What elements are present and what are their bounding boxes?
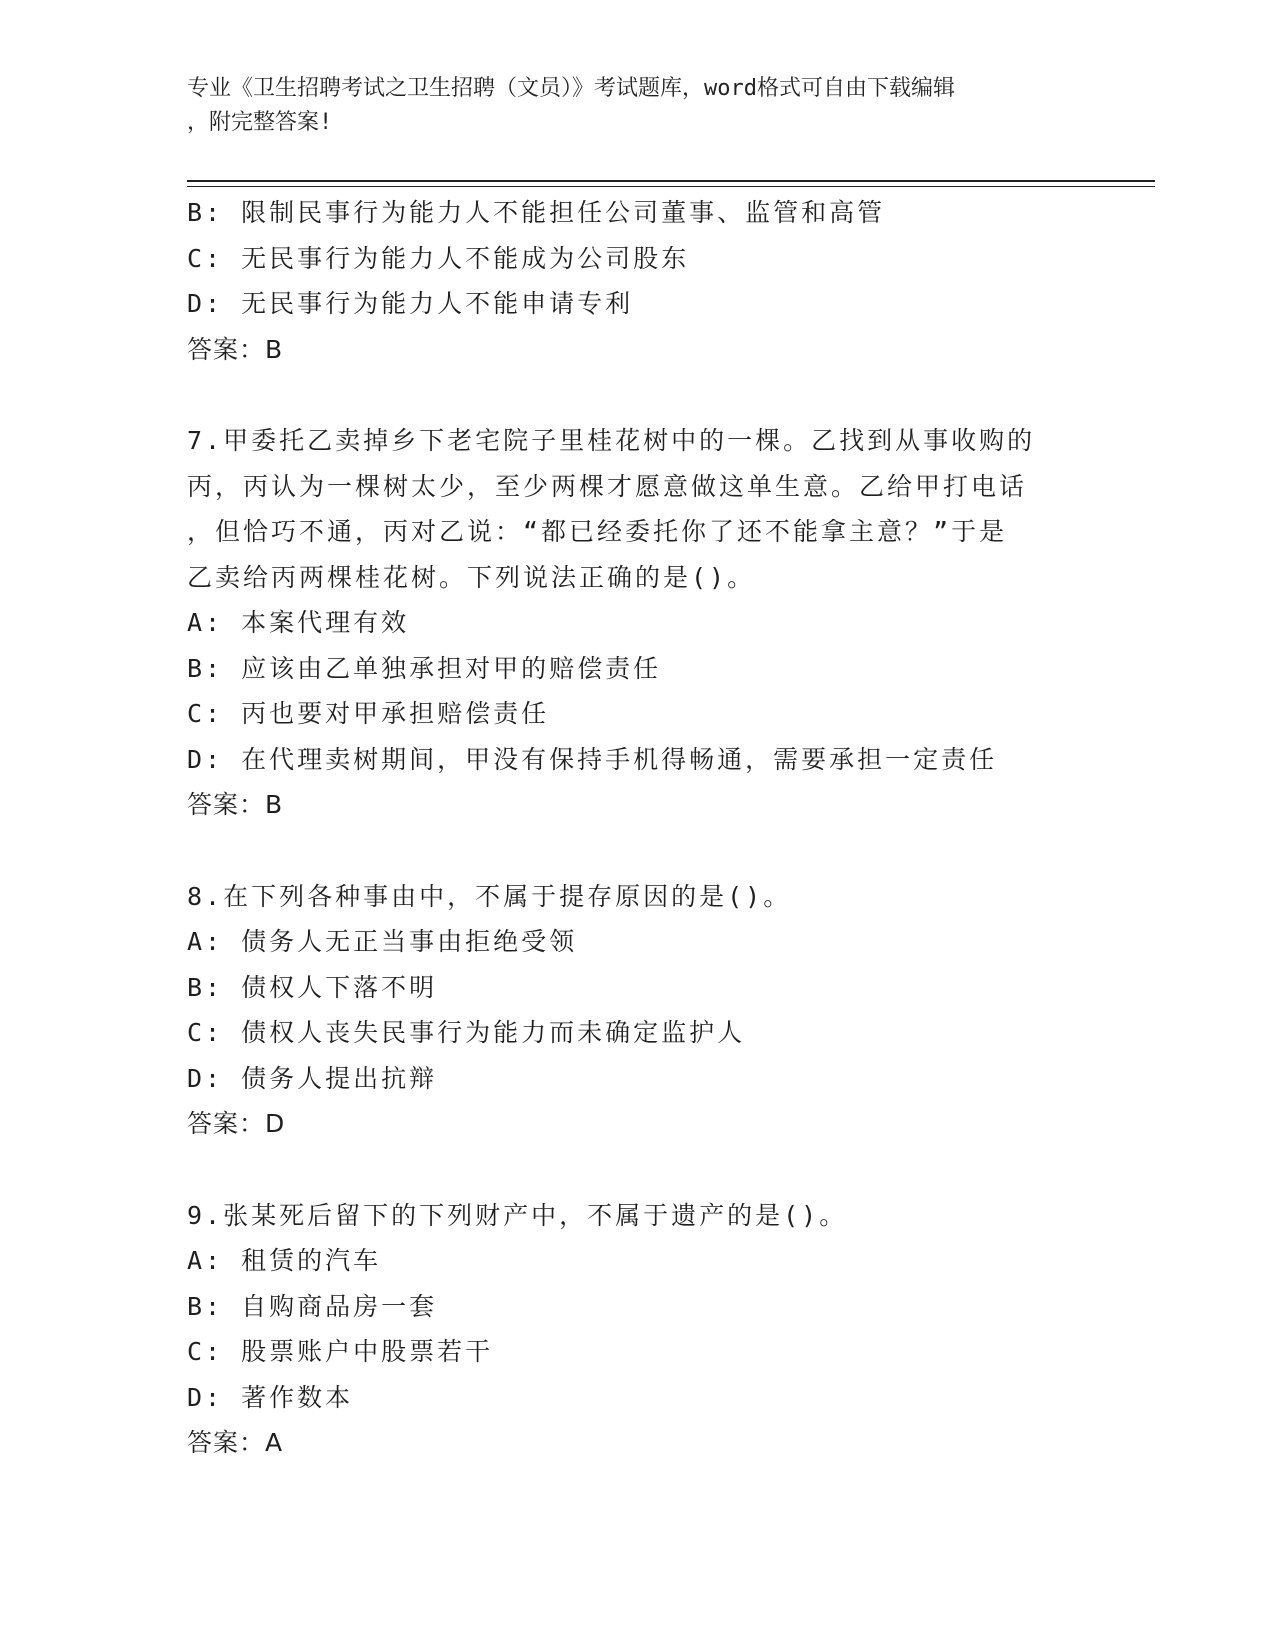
- question-text-line: 8.在下列各种事由中，不属于提存原因的是()。: [187, 881, 792, 911]
- header-line-1: 专业《卫生招聘考试之卫生招聘（文员）》考试题库，word格式可自由下载编辑: [187, 76, 955, 101]
- option-c: C: 股票账户中股票若干: [187, 1337, 494, 1366]
- question-text: [187, 418, 1047, 600]
- question-text-line: 乙卖给丙两棵桂花树。下列说法正确的是()。: [187, 562, 756, 592]
- question-list: [187, 190, 1087, 1466]
- option-a: A: 本案代理有效: [187, 608, 410, 637]
- header-divider-thin: [187, 186, 1155, 187]
- option-d: D: 在代理卖树期间，甲没有保持手机得畅通，需要承担一定责任: [187, 744, 998, 774]
- option-d: D: 债务人提出抗辩: [187, 1063, 438, 1093]
- document-header: [187, 72, 1077, 140]
- option-b: B: 限制民事行为能力人不能担任公司董事、监管和高管: [187, 198, 886, 227]
- question-text-line: 丙，丙认为一棵树太少，至少两棵才愿意做这单生意。乙给甲打电话: [187, 471, 1028, 501]
- header-divider-thick: [187, 180, 1155, 182]
- question-9: [187, 1193, 1087, 1466]
- answer-line: 答案：B: [187, 334, 284, 364]
- option-d: D: 无民事行为能力人不能申请专利: [187, 289, 634, 318]
- question-text-line: 7.甲委托乙卖掉乡下老宅院子里桂花树中的一棵。乙找到从事收购的: [187, 426, 1036, 455]
- option-b: B: 自购商品房一套: [187, 1291, 438, 1321]
- question-text-line: ，但恰巧不通，丙对乙说：“都已经委托你了还不能拿主意？”于是: [187, 517, 1008, 546]
- answer-line: 答案：D: [187, 1109, 286, 1138]
- question-6-continued: [187, 190, 1087, 372]
- header-line-2: ，附完整答案!: [187, 110, 333, 135]
- question-text: [187, 874, 1047, 920]
- option-b: B: 应该由乙单独承担对甲的赔偿责任: [187, 653, 662, 683]
- question-7: [187, 418, 1087, 828]
- option-c: C: 丙也要对甲承担赔偿责任: [187, 699, 550, 728]
- question-text: [187, 1193, 1047, 1239]
- option-a: A: 债务人无正当事由拒绝受领: [187, 927, 578, 956]
- option-b: B: 债权人下落不明: [187, 972, 438, 1002]
- option-c: C: 债权人丧失民事行为能力而未确定监护人: [187, 1018, 746, 1047]
- option-a: A: 租赁的汽车: [187, 1246, 382, 1275]
- answer-line: 答案：A: [187, 1428, 284, 1457]
- question-text-line: 9.张某死后留下的下列财产中，不属于遗产的是()。: [187, 1200, 848, 1230]
- option-c: C: 无民事行为能力人不能成为公司股东: [187, 243, 690, 273]
- option-d: D: 著作数本: [187, 1382, 354, 1412]
- answer-line: 答案：B: [187, 790, 284, 819]
- question-8: [187, 874, 1087, 1147]
